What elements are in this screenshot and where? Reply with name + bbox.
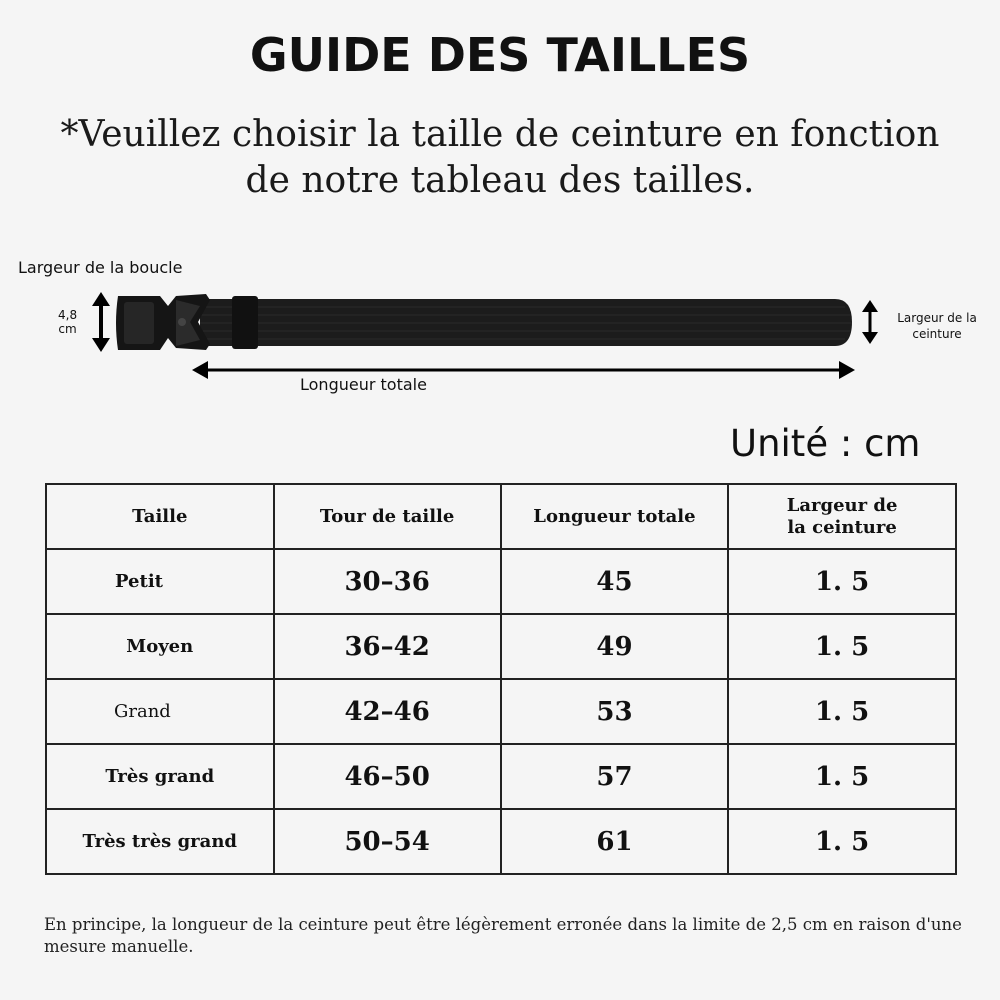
- cell-width: 1. 5: [728, 614, 956, 679]
- cell-size: Moyen: [46, 614, 274, 679]
- buckle-measure-value: 4,8: [58, 308, 78, 322]
- header-size: Taille: [46, 484, 274, 549]
- instruction-text: [20, 112, 980, 204]
- table-row: [46, 549, 956, 614]
- table-header-row: [46, 484, 956, 549]
- instruction-line-2: de notre tableau des tailles.: [245, 160, 755, 201]
- total-length-label: Longueur totale: [300, 375, 427, 394]
- cell-waist: 36–42: [274, 614, 501, 679]
- cell-waist: 42–46: [274, 679, 501, 744]
- cell-length: 57: [501, 744, 728, 809]
- belt-diagram: [0, 280, 1000, 390]
- cell-size: Très très grand: [46, 809, 274, 874]
- header-waist: Tour de taille: [274, 484, 501, 549]
- header-length: Longueur totale: [501, 484, 728, 549]
- table-row: [46, 809, 956, 874]
- header-width: Largeur de la ceinture: [728, 484, 956, 549]
- cell-length: 49: [501, 614, 728, 679]
- cell-width: 1. 5: [728, 679, 956, 744]
- page-title: GUIDE DES TAILLES: [249, 28, 751, 82]
- total-length-arrow: [192, 361, 855, 379]
- buckle-height-arrow: [92, 292, 110, 352]
- cell-size: Très grand: [46, 744, 274, 809]
- belt-image: [116, 294, 852, 350]
- cell-width: 1. 5: [728, 549, 956, 614]
- instruction-line-1: *Veuillez choisir la taille de ceinture en fonction: [60, 114, 940, 155]
- unit-label: Unité : cm: [730, 422, 921, 465]
- cell-length: 45: [501, 549, 728, 614]
- cell-length: 61: [501, 809, 728, 874]
- cell-waist: 30–36: [274, 549, 501, 614]
- measurement-note: En principe, la longueur de la ceinture peut être légèrement erronée dans la limite de 2,5 cm en raison d'une mesure manuelle.: [44, 915, 962, 956]
- belt-width-label: Largeur de la ceinture: [897, 311, 977, 341]
- cell-waist: 50–54: [274, 809, 501, 874]
- cell-size: Petit: [46, 549, 274, 614]
- belt-width-arrow: [862, 300, 878, 344]
- cell-size: Grand: [46, 679, 274, 744]
- buckle-measure-unit: cm: [58, 322, 77, 336]
- size-table: [45, 483, 957, 875]
- table-row: [46, 679, 956, 744]
- cell-waist: 46–50: [274, 744, 501, 809]
- buckle-width-label: Largeur de la boucle: [18, 258, 183, 277]
- cell-width: 1. 5: [728, 809, 956, 874]
- cell-length: 53: [501, 679, 728, 744]
- table-row: [46, 614, 956, 679]
- cell-width: 1. 5: [728, 744, 956, 809]
- table-row: [46, 744, 956, 809]
